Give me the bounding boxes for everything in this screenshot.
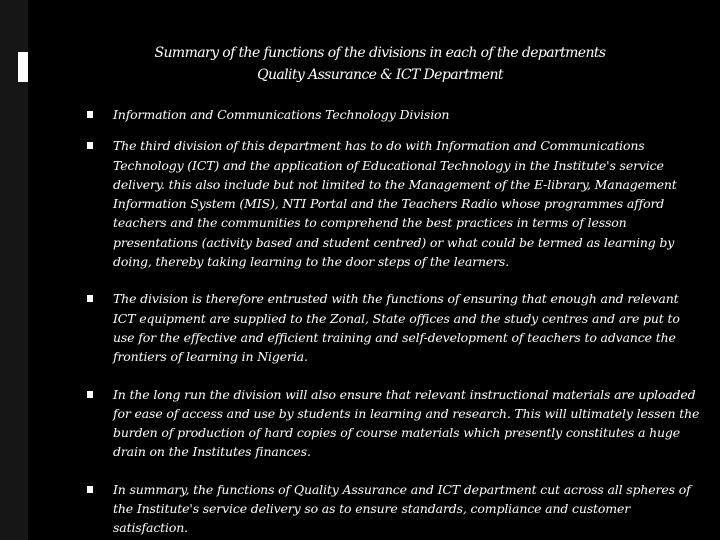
slide-title [60, 42, 700, 86]
bullet-square-icon [87, 142, 93, 149]
bullet-list [85, 105, 700, 540]
bullet-item [85, 136, 700, 271]
bullet-square-icon [87, 111, 93, 118]
bullet-text: Information and Communications Technology Division [113, 107, 450, 122]
title-line-1: Summary of the functions of the divisions in each of the departments [154, 45, 606, 61]
bullet-item [85, 289, 700, 366]
bullet-square-icon [87, 486, 93, 493]
bullet-text: In the long run the division will also ensure that relevant instructional materials are uploaded for ease of access and use by students in learning and research. This will ultimately lessen the burden of production of hard copies of course materials which presently constitutes a huge drain on the Institutes finances. [113, 386, 700, 460]
bullet-item [85, 480, 700, 538]
accent-bar [18, 52, 28, 82]
bullet-text: In summary, the functions of Quality Assurance and ICT department cut across all spheres of the Institute's service delivery so as to ensure standards, compliance and customer satisfaction. [113, 481, 691, 536]
bullet-square-icon [87, 391, 93, 398]
bullet-text: The third division of this department has to do with Information and Communications Technology (ICT) and the application of Educational Technology in the Institute's service delivery. this also include but not limited to the Management of the E-library, Management Information System (MIS), NTI Portal and the Teachers Radio whose programmes afford teachers and the communities to comprehend the best practices in terms of lesson presentations (activity based and student centred) or what could be termed as learning by doing, thereby taking learning to the door steps of the learners. [113, 138, 677, 270]
bullet-item [85, 105, 700, 124]
bullet-square-icon [87, 295, 93, 302]
bullet-item [85, 385, 700, 462]
bullet-text: The division is therefore entrusted with the functions of ensuring that enough and relevant ICT equipment are supplied to the Zonal, State offices and the study centres and are put to use for the effective and efficient training and self-development of teachers to advance the frontiers of learning in Nigeria. [113, 291, 680, 365]
title-line-2: Quality Assurance & ICT Department [257, 67, 503, 83]
